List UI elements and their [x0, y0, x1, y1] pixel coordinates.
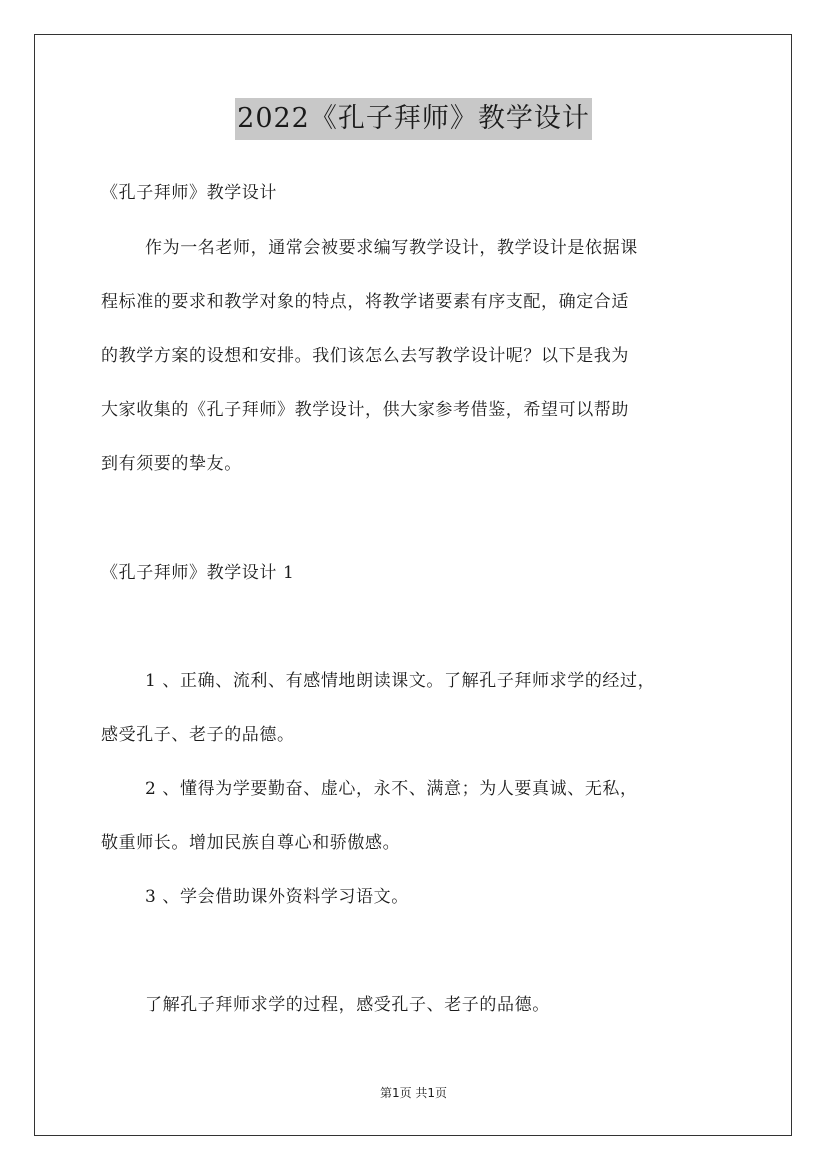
goal-1-line-1: 1 、正确、流利、有感情地朗读课文。了解孔子拜师求学的经过，: [145, 671, 656, 691]
section-heading: 《孔子拜师》教学设计 1: [101, 563, 295, 583]
goal-3: 3 、学会借助课外资料学习语文。: [145, 887, 409, 907]
goal-2-line-2: 敬重师长。增加民族自尊心和骄傲感。: [101, 833, 401, 853]
intro-line-1: 作为一名老师，通常会被要求编写教学设计，教学设计是依据课: [145, 238, 638, 258]
page-footer: 第1页 共1页: [379, 1086, 448, 1100]
goal-2-line-1: 2 、懂得为学要勤奋、虚心，永不、满意；为人要真诚、无私，: [145, 779, 638, 799]
subtitle: 《孔子拜师》教学设计: [101, 183, 277, 203]
intro-line-5: 到有须要的挚友。: [101, 454, 242, 474]
goal-1-line-2: 感受孔子、老子的品德。: [101, 725, 295, 745]
document-title: [0, 98, 827, 140]
intro-line-2: 程标准的要求和教学对象的特点，将教学诸要素有序支配，确定合适: [101, 292, 629, 312]
intro-line-4: 大家收集的《孔子拜师》教学设计，供大家参考借鉴，希望可以帮助: [101, 400, 629, 420]
key-point: 了解孔子拜师求学的过程，感受孔子、老子的品德。: [145, 995, 550, 1015]
document-title-text: 2022《孔子拜师》教学设计: [235, 98, 592, 140]
intro-line-3: 的教学方案的设想和安排。我们该怎么去写教学设计呢？以下是我为: [101, 346, 629, 366]
